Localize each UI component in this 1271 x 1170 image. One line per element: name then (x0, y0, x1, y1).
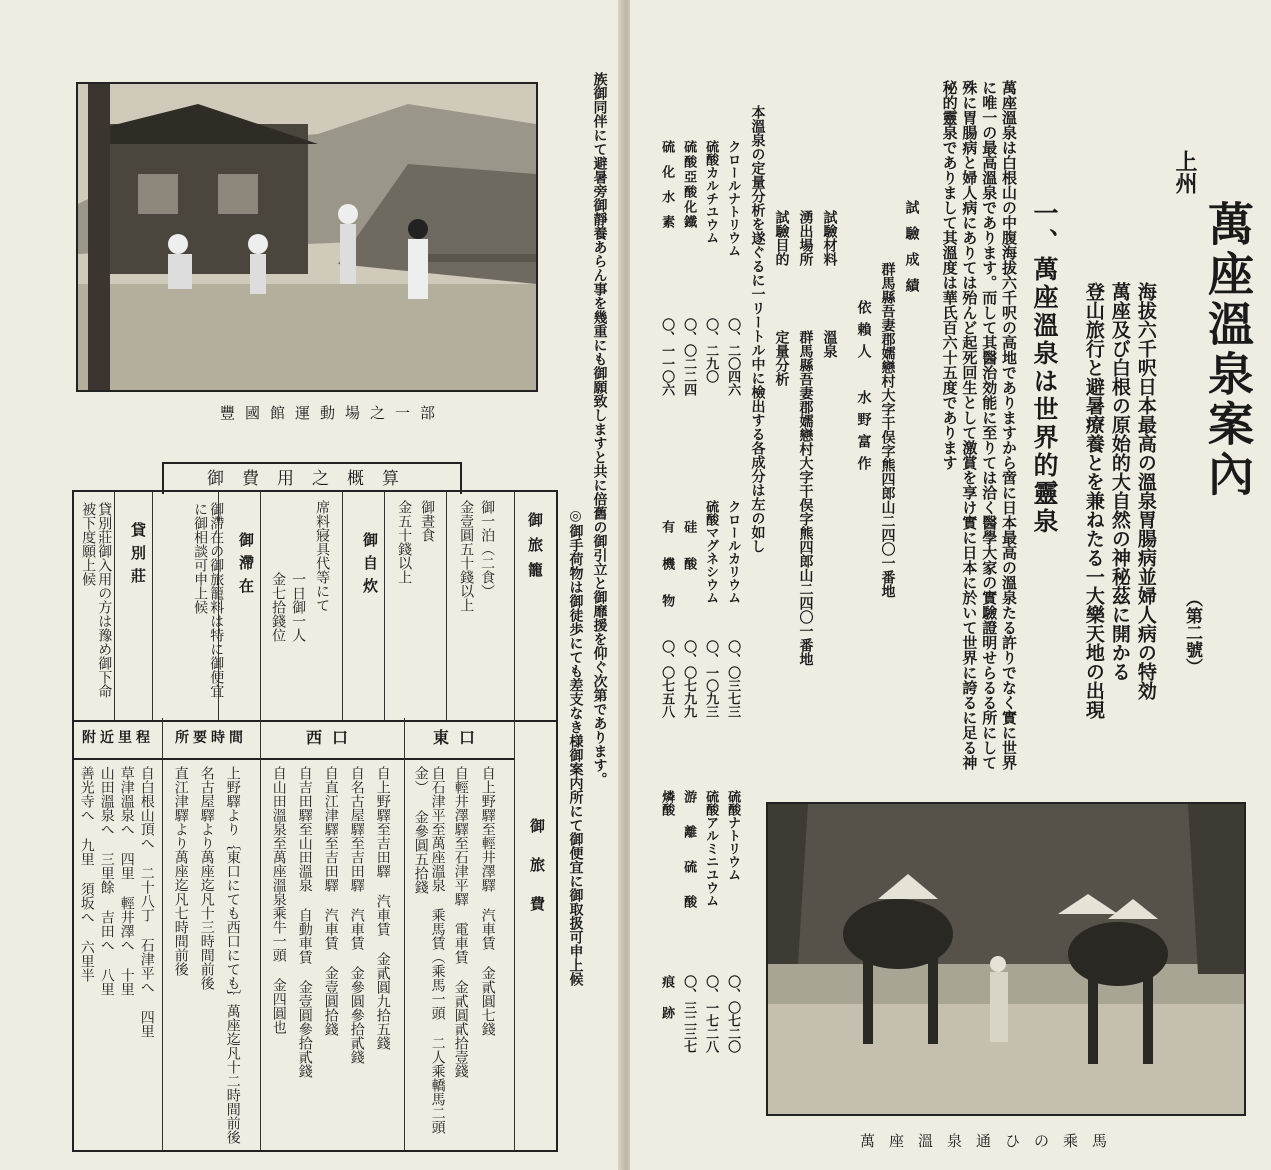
notice-text: 族御同伴にて避暑旁御靜養あらん事を幾重にも御願致しますと共に倍舊の御引立と御靡援を仰ぐ次第であります。 (591, 72, 608, 786)
body-text: 萬座溫泉は白根山の中腹海拔六千呎の高地でありますから啻に日本最高の溫泉たる許りでなく實に世界に唯一の最高溫泉であります。而して其醫治効能に至りては洽く醫學大家の實驗證明せらるる所にして殊に胃腸病と婦人病にありては殆んど起死回生として激賞を享け實に日本に於いて世界に誇るに足る神秘的靈泉でありまして其溫度は華氏百六十五度であります (940, 80, 1018, 770)
route-head-distance: 附近里程 (74, 718, 162, 760)
section-heading: 一、萬座溫泉は世界的靈泉 (1030, 200, 1059, 536)
component-name-1: 硫酸カルチユウム (703, 140, 719, 244)
route-head-time: 所要時間 (162, 718, 260, 760)
route-east-0: 自上野驛至輕井澤驛 汽車賃 金貳圓七錢 (479, 766, 496, 1036)
component-value-5: 〇、一〇九三 (703, 640, 719, 718)
photo-caption-sports-ground: 豐國館運動場之一部 (220, 404, 446, 422)
route-head-east: 東口 (404, 718, 514, 760)
component-value-10: 〇、三二三七 (681, 975, 697, 1053)
route-west-4: 自山田溫泉至萬座溫泉乘牛一頭 金四圓也 (270, 766, 287, 1034)
fee-col-head-2: 御自炊 (361, 532, 379, 601)
fee-cell-4-0: 貸別莊御入用の方は豫め御下命被下度願上候 (80, 502, 113, 698)
fee-table-title: 御費用之概算 (162, 462, 462, 494)
fee-cell-1-1: 金五十錢以上 (396, 500, 413, 584)
component-value-2: 〇、〇二二四 (681, 318, 697, 396)
component-value-1: 〇、二九〇 (703, 318, 719, 383)
component-name-8: 硫酸ナトリウム (725, 790, 741, 881)
route-table-title: 御旅費 (528, 818, 546, 935)
route-dist-1: 草津溫泉へ 四里 輕井澤へ 十里 (118, 766, 135, 996)
route-west-3: 自吉田驛至山田溫泉 自動車賃 金壹圓參拾貳錢 (296, 766, 313, 1078)
component-name-11: 燐酸 (659, 790, 675, 816)
component-value-11: 痕跡 (659, 975, 675, 1037)
test-item-value-0: 溫泉 (821, 330, 838, 358)
fee-cell-2-2: 金七拾錢位 (270, 572, 287, 642)
right-page (630, 0, 1271, 1170)
test-heading: 試驗成績 (903, 200, 920, 304)
component-value-9: 〇、一七二八 (703, 975, 719, 1053)
route-dist-2: 山田溫泉へ 三里餘 吉田へ 八里 (98, 766, 115, 996)
fee-cell-2-0: 席料寢具代等にて (314, 500, 331, 612)
component-value-8: 〇、〇七二〇 (725, 975, 741, 1053)
test-item-value-2: 定量分析 (773, 330, 790, 386)
test-requester: 依賴人 水野富作 (855, 300, 872, 478)
tagline-2: 萬座及び白根の原始的大自然の神秘茲に開かる (1108, 282, 1131, 681)
brochure-title: 萬座溫泉案內 (1201, 200, 1255, 500)
sports-ground-photo (76, 82, 538, 392)
component-name-2: 硫酸亞酸化鐵 (681, 140, 697, 230)
component-name-0: クロールナトリウム (725, 140, 741, 257)
test-address: 群馬縣吾妻郡嬬戀村大字干俣字熊四郎山二四〇一番地 (879, 262, 896, 598)
route-head-west: 西口 (260, 718, 404, 760)
route-time-2: 直江津驛より萬座迄凡七時間前後 (172, 766, 189, 976)
fee-col-head-3: 御滯在 (237, 532, 255, 601)
tagline-1: 海拔六千呎日本最高の溫泉胃腸病並婦人病の特効 (1134, 282, 1157, 700)
route-dist-3: 善光寺へ 九里 須坂へ 六里半 (78, 766, 95, 982)
route-time-0: 上野驛より｛東口にても西口にても｝萬座迄凡十二時間前後 (224, 766, 241, 1144)
component-name-5: 硫酸マグネシウム (703, 500, 719, 604)
left-page (0, 0, 622, 1170)
issue-number: （第二號） (1182, 590, 1202, 675)
route-east-2: 自石津平至萬座溫泉 乘馬賃（乘馬一頭 二人乘轎馬二頭金） 金參圓五拾錢 (412, 766, 446, 1134)
component-name-4: クロールカリウム (725, 500, 741, 604)
fee-cell-1-0: 御晝食 (419, 500, 436, 542)
header-province: 上州 (1172, 150, 1198, 194)
fee-col-head-0: 御旅籠 (526, 512, 544, 587)
component-value-7: 〇、〇七五八 (659, 640, 675, 718)
fee-cell-0-1: 金壹圓五十錢以上 (458, 500, 475, 612)
component-value-4: 〇、〇三七三 (725, 640, 741, 718)
fee-cell-0-0: 御一泊（二食） (479, 500, 496, 598)
component-name-7: 有機物 (659, 520, 675, 631)
component-value-3: 〇、一一〇六 (659, 318, 675, 396)
fee-table (72, 490, 558, 722)
horseback-photo (766, 802, 1246, 1116)
component-name-9: 硫酸アルミニユウム (703, 790, 719, 907)
test-item-label-2: 試驗目的 (773, 210, 790, 266)
test-item-label-1: 湧出場所 (797, 210, 814, 266)
route-dist-0: 自白根山頂へ 二十八丁 石津平へ 四里 (138, 766, 155, 1038)
test-item-label-0: 試驗材料 (821, 210, 838, 266)
route-west-1: 自名古屋驛至吉田驛 汽車賃 金參圓參拾貳錢 (348, 766, 365, 1064)
component-name-3: 硫化水素 (659, 140, 675, 240)
photo-caption-horseback: 萬座溫泉通ひの乘馬 (860, 1132, 1122, 1150)
fee-cell-3-0: 御滯在の御旅籠料は特に御便宜に御相談可申上候 (192, 502, 225, 698)
test-item-value-1: 群馬縣吾妻郡嬬戀村大字干俣字熊四郎山二四〇一番地 (797, 330, 814, 666)
component-name-10: 游離硫酸 (681, 790, 697, 930)
component-name-6: 硅酸 (681, 520, 697, 594)
route-time-1: 名古屋驛より萬座迄凡十三時間前後 (198, 766, 215, 990)
analysis-intro: 本溫泉の定量分析を遂ぐるに一リートル中に檢出する各成分は左の如し (749, 105, 766, 553)
route-west-0: 自上野驛至吉田驛 汽車賃 金貳圓九拾五錢 (374, 766, 391, 1050)
route-west-2: 自直江津驛至吉田驛 汽車賃 金壹圓拾錢 (322, 766, 339, 1036)
fee-col-head-4: 貸別莊 (129, 522, 147, 591)
fee-cell-2-1: 一日御一人 (290, 572, 307, 642)
route-table (72, 718, 558, 1152)
notice-note: ◎御手荷物は御徒歩にても差支なき様御案内所にて御便宜に御取扱可申上候 (567, 508, 584, 986)
component-value-6: 〇、〇七九九 (681, 640, 697, 718)
route-east-1: 自輕井澤驛至石津平驛 電車賃 金貳圓貳拾壹錢 (452, 766, 469, 1078)
component-value-0: 〇、二〇四六 (725, 318, 741, 396)
tagline-3: 登山旅行と避暑療養とを兼ねたる一大樂天地の出現 (1082, 282, 1105, 719)
